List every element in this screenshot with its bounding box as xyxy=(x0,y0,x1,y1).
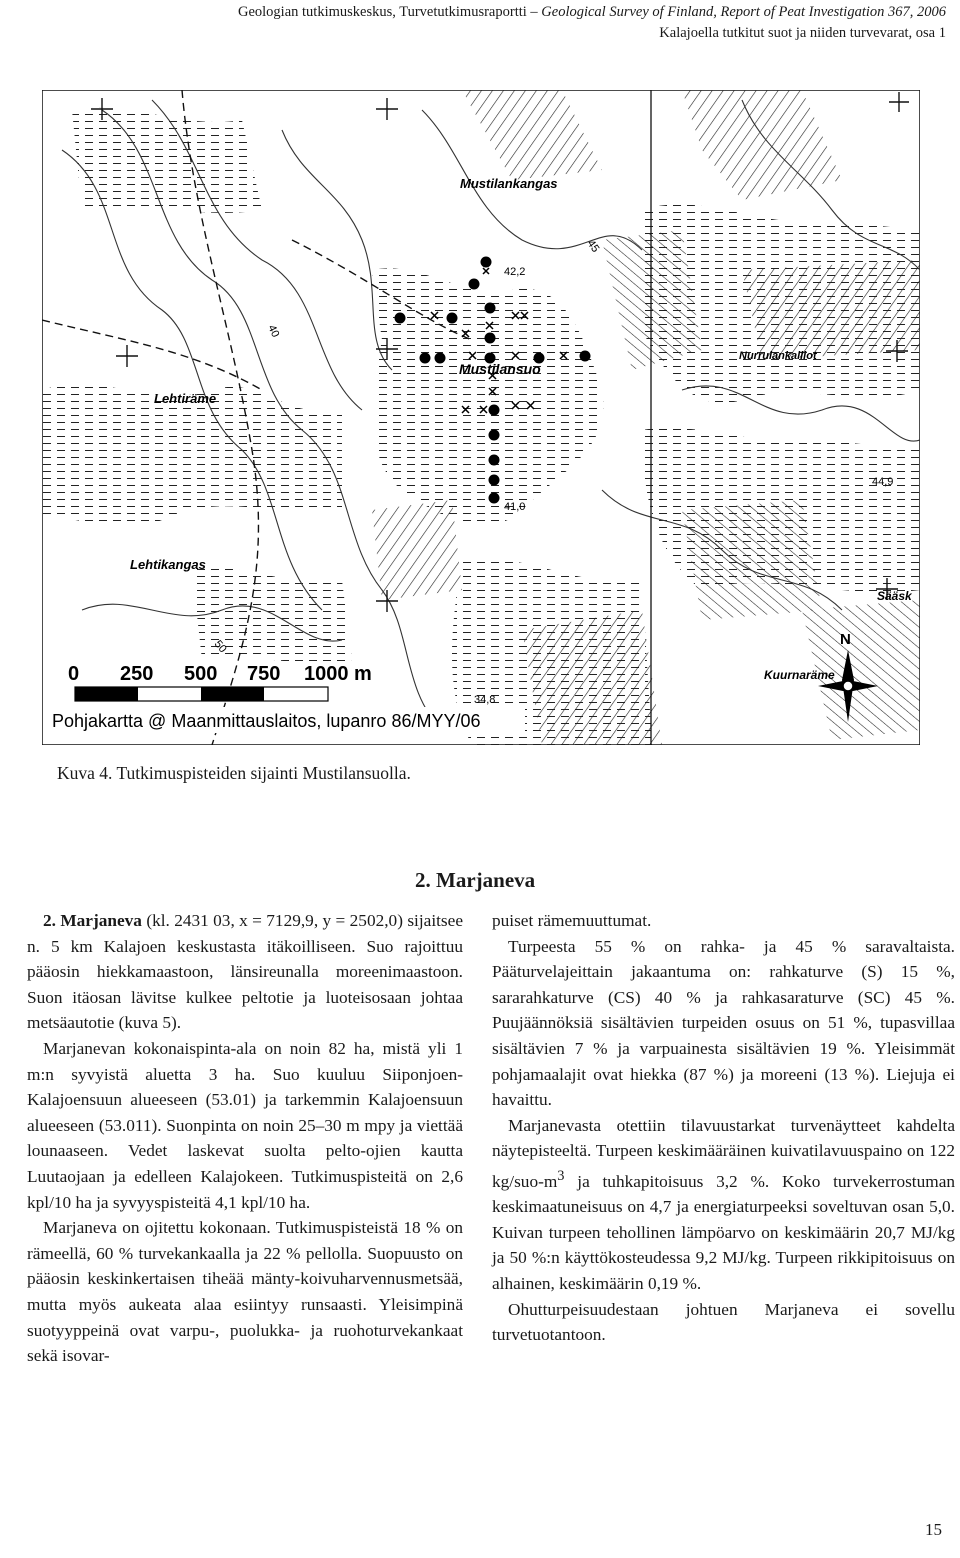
paragraph-lead: 2. Marjaneva xyxy=(43,911,142,930)
scale-label: 750 xyxy=(247,663,281,685)
paragraph: Marjaneva on ojitettu kokonaan. Tutkimuspisteistä 18 % on rämeellä, 60 % turvekankaalla ja 22 % pellolla. Suopuusto on pääosin keskinkertaisen tiheää mänty-koivuharvennusmetsää, mutta myös aukeata alaa esiintyy runsaasti. Yleisimpinä suotyyppeinä ovat varpu-, puolukka- ja ruohoturvekankaat sekä isovar- xyxy=(27,1218,463,1366)
section-heading: 2. Marjaneva xyxy=(415,868,536,892)
scale-label: 500 xyxy=(184,663,218,685)
label-lehtirame: Lehtiräme xyxy=(154,391,217,406)
paragraph xyxy=(27,908,463,1036)
header-series-english: Geological Survey of Finland, Report of Peat Investigation 367, 2006 xyxy=(541,4,946,20)
label-mustilankangas: Mustilankangas xyxy=(460,176,558,191)
figure-caption: Kuva 4. Tutkimuspisteiden sijainti Mustilansuolla. xyxy=(57,763,411,783)
right-column xyxy=(492,908,955,1348)
elevation-label: 34,8 xyxy=(474,694,496,706)
label-lehtikangas: Lehtikangas xyxy=(130,557,206,572)
paragraph xyxy=(492,1113,955,1297)
elevation-label: 41,0 xyxy=(504,501,526,513)
elevation-label: 42,2 xyxy=(504,266,526,278)
paragraph-text: Marjanevasta otettiin tilavuustarkat turvenäytteet kahdelta näytepisteeltä. Turpeen keskimääräinen kuivatilavuuspaino on 122 kg/suo-m xyxy=(492,1115,955,1191)
header-series: Geologian tutkimuskeskus, Turvetutkimusraportti – xyxy=(237,4,542,20)
scale-label: 1000 m xyxy=(304,663,372,685)
contour-label: 45 xyxy=(584,237,602,255)
elevation-label: 44,9 xyxy=(872,476,894,488)
scale-bar xyxy=(75,687,328,701)
label-saask: Sääsk xyxy=(877,589,912,603)
map-credit: Pohjakartta @ Maanmittauslaitos, lupanro 86/MYY/06 xyxy=(52,711,481,731)
map-svg xyxy=(42,90,920,745)
paragraph-text: (kl. 2431 03, x = 7129,9, y = 2502,0) sijaitsee n. 5 km Kalajoen keskustasta itäkoilliseen. Suo rajoittuu pääosin hiekkamaastoon, länsireunalla moreenimaastoon. Suon itäosan lävitse kulkee peltotie ja luoteisosaan johtaa metsäautotie (kuva 5). xyxy=(27,911,463,1033)
scale-label: 0 xyxy=(68,663,80,685)
contour-label: 40 xyxy=(265,323,282,340)
superscript: 3 xyxy=(557,1167,565,1184)
header-line-2: Kalajoella tutkitut suot ja niiden turvevarat, osa 1 xyxy=(659,25,946,41)
north-label: N xyxy=(840,631,851,648)
paragraph: Ohutturpeisuudestaan johtuen Marjaneva ei sovellu turvetuotantoon. xyxy=(492,1299,955,1345)
paragraph: Turpeesta 55 % on rahka- ja 45 % saravaltaista. Pääturvelajeittain jakaantuma on: rahkaturve (S) 15 %, sararahkaturve (CS) 40 % ja rahkasaraturve (SC) 45 %. Puujäännöksiä sisältävien turpeiden osuus on 51 %, tupasvillaa sisältävien 7 % ja varpuainesta sisältävien 19 %. Yleisimmät pohjamaalajit ovat hiekka (87 %) ja moreeni (13 %). Liejuja ei havaittu. xyxy=(492,936,955,1110)
left-column xyxy=(27,908,463,1369)
label-nurrulankalliot: Nurrulankalliot xyxy=(739,350,817,362)
label-kuurnarame: Kuurnaräme xyxy=(764,668,835,682)
topographic-map xyxy=(42,90,920,745)
header-line-1 xyxy=(238,2,946,23)
page-number: 15 xyxy=(925,1520,942,1539)
contour-label: 50 xyxy=(211,638,229,656)
scale-label: 250 xyxy=(120,663,154,685)
paragraph: puiset rämemuuttumat. xyxy=(492,911,652,930)
paragraph: Marjanevan kokonaispinta-ala on noin 82 ha, mistä yli 1 m:n syvyistä aluetta 3 ha. Suo kuuluu Siiponjoen-Kalajoensuun alueeseen (53.01) ja tarkemmin Kalajoensuun alueeseen (53.011). Suonpinta on noin 25–30 m mpy ja viettää lounaaseen. Vedet laskevat suolta pelto-ojien kautta Luutaojaan ja edelleen Kalajokeen. Tutkimuspisteitä on 2,6 kpl/10 ha ja syvyyspisteitä 4,1 kpl/10 ha. xyxy=(27,1038,463,1212)
paragraph-text: ja tuhkapitoisuus 3,2 %. Koko turvekerrostuman keskimaatuneisuus on 4,7 ja energiaturpeeksi soveltuvan osan 5,0. Kuivan turpeen tehollinen lämpöarvo on keskimäärin 20,7 MJ/kg ja 50 %:n käyttökosteudessa 9,2 MJ/kg. Turpeen rikkipitoisuus on alhainen, keskimäärin 0,19 %. xyxy=(492,1171,955,1294)
label-mustilansuo: Mustilansuo xyxy=(459,361,541,377)
page-header xyxy=(238,2,946,44)
